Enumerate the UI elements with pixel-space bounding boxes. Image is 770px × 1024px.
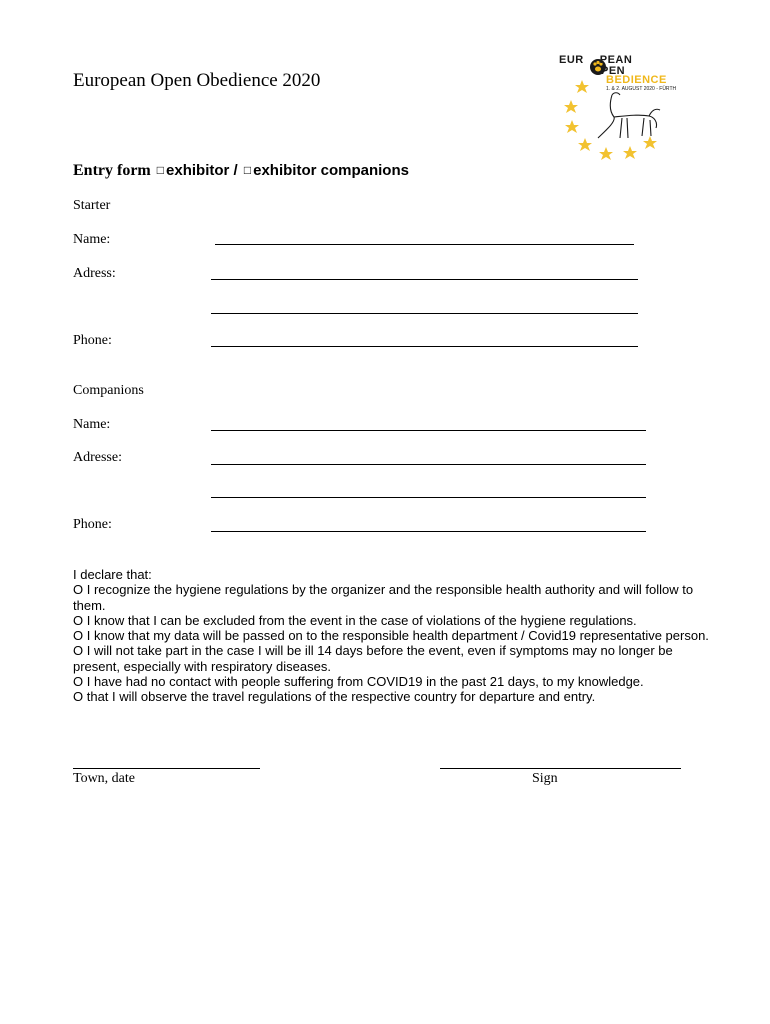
page-title: European Open Obedience 2020 xyxy=(73,70,321,91)
sign-label: Sign xyxy=(532,771,558,786)
companions-phone-field[interactable] xyxy=(211,531,646,532)
companions-checkbox[interactable]: □ xyxy=(243,163,252,177)
companions-phone-label: Phone: xyxy=(73,517,112,532)
companions-address-label: Adresse: xyxy=(73,450,122,465)
town-date-label: Town, date xyxy=(73,771,136,786)
declaration-item-travel[interactable]: O that I will observe the travel regulations of the respective country for departure and entry. xyxy=(73,689,596,705)
companions-address-field-2[interactable] xyxy=(211,497,646,498)
declaration-item-hygiene[interactable]: O I recognize the hygiene regulations by the organizer and the responsible health authority and will follow to them. xyxy=(73,582,694,613)
town-date-field[interactable] xyxy=(73,768,260,769)
starter-name-field[interactable] xyxy=(215,244,634,245)
signature-field[interactable] xyxy=(440,768,681,769)
event-logo: EUR PEAN PEN BEDIENCE 1. & 2. AUGUST 2020 - FÜRTH xyxy=(554,50,694,170)
companions-option-label: exhibitor companions xyxy=(253,162,409,179)
star-icon xyxy=(565,120,579,133)
starter-name-label: Name: xyxy=(73,232,111,247)
companions-name-label: Name: xyxy=(73,417,111,432)
star-icon xyxy=(575,80,589,93)
declaration-intro: I declare that: xyxy=(73,567,152,582)
logo-text-obedience: BEDIENCE xyxy=(606,74,667,86)
declaration-item-contact[interactable]: O I have had no contact with people suffering from COVID19 in the past 21 days, to my knowledge. xyxy=(73,674,644,690)
exhibitor-checkbox[interactable]: □ xyxy=(156,163,165,177)
star-icon xyxy=(599,147,613,160)
starter-address-field-2[interactable] xyxy=(211,313,638,314)
companions-address-field-1[interactable] xyxy=(211,464,646,465)
companions-section-label: Companions xyxy=(73,383,144,398)
starter-phone-label: Phone: xyxy=(73,333,112,348)
starter-phone-field[interactable] xyxy=(211,346,638,347)
star-icon xyxy=(578,138,592,151)
declaration-item-data[interactable]: O I know that my data will be passed on to the responsible health department / Covid19 representative person. xyxy=(73,628,709,644)
star-icon xyxy=(643,136,657,149)
star-icon xyxy=(564,100,578,113)
declaration-item-exclusion[interactable]: O I know that I can be excluded from the event in the case of violations of the hygiene regulations. xyxy=(73,612,637,628)
logo-dates: 1. & 2. AUGUST 2020 - FÜRTH xyxy=(606,86,677,92)
star-icon xyxy=(623,146,637,159)
companions-name-field[interactable] xyxy=(211,430,646,431)
starter-address-label: Adress: xyxy=(73,266,116,281)
entry-form-heading xyxy=(73,162,409,180)
starter-address-field-1[interactable] xyxy=(211,279,638,280)
starter-section-label: Starter xyxy=(73,198,111,213)
entry-form-label: Entry form xyxy=(73,162,155,179)
exhibitor-option-label: exhibitor / xyxy=(166,162,242,179)
declaration-item-illness[interactable]: O I will not take part in the case I will be ill 14 days before the event, even if symptoms may no longer be present, especially with respiratory diseases. xyxy=(73,643,673,674)
declaration-block xyxy=(73,567,713,705)
